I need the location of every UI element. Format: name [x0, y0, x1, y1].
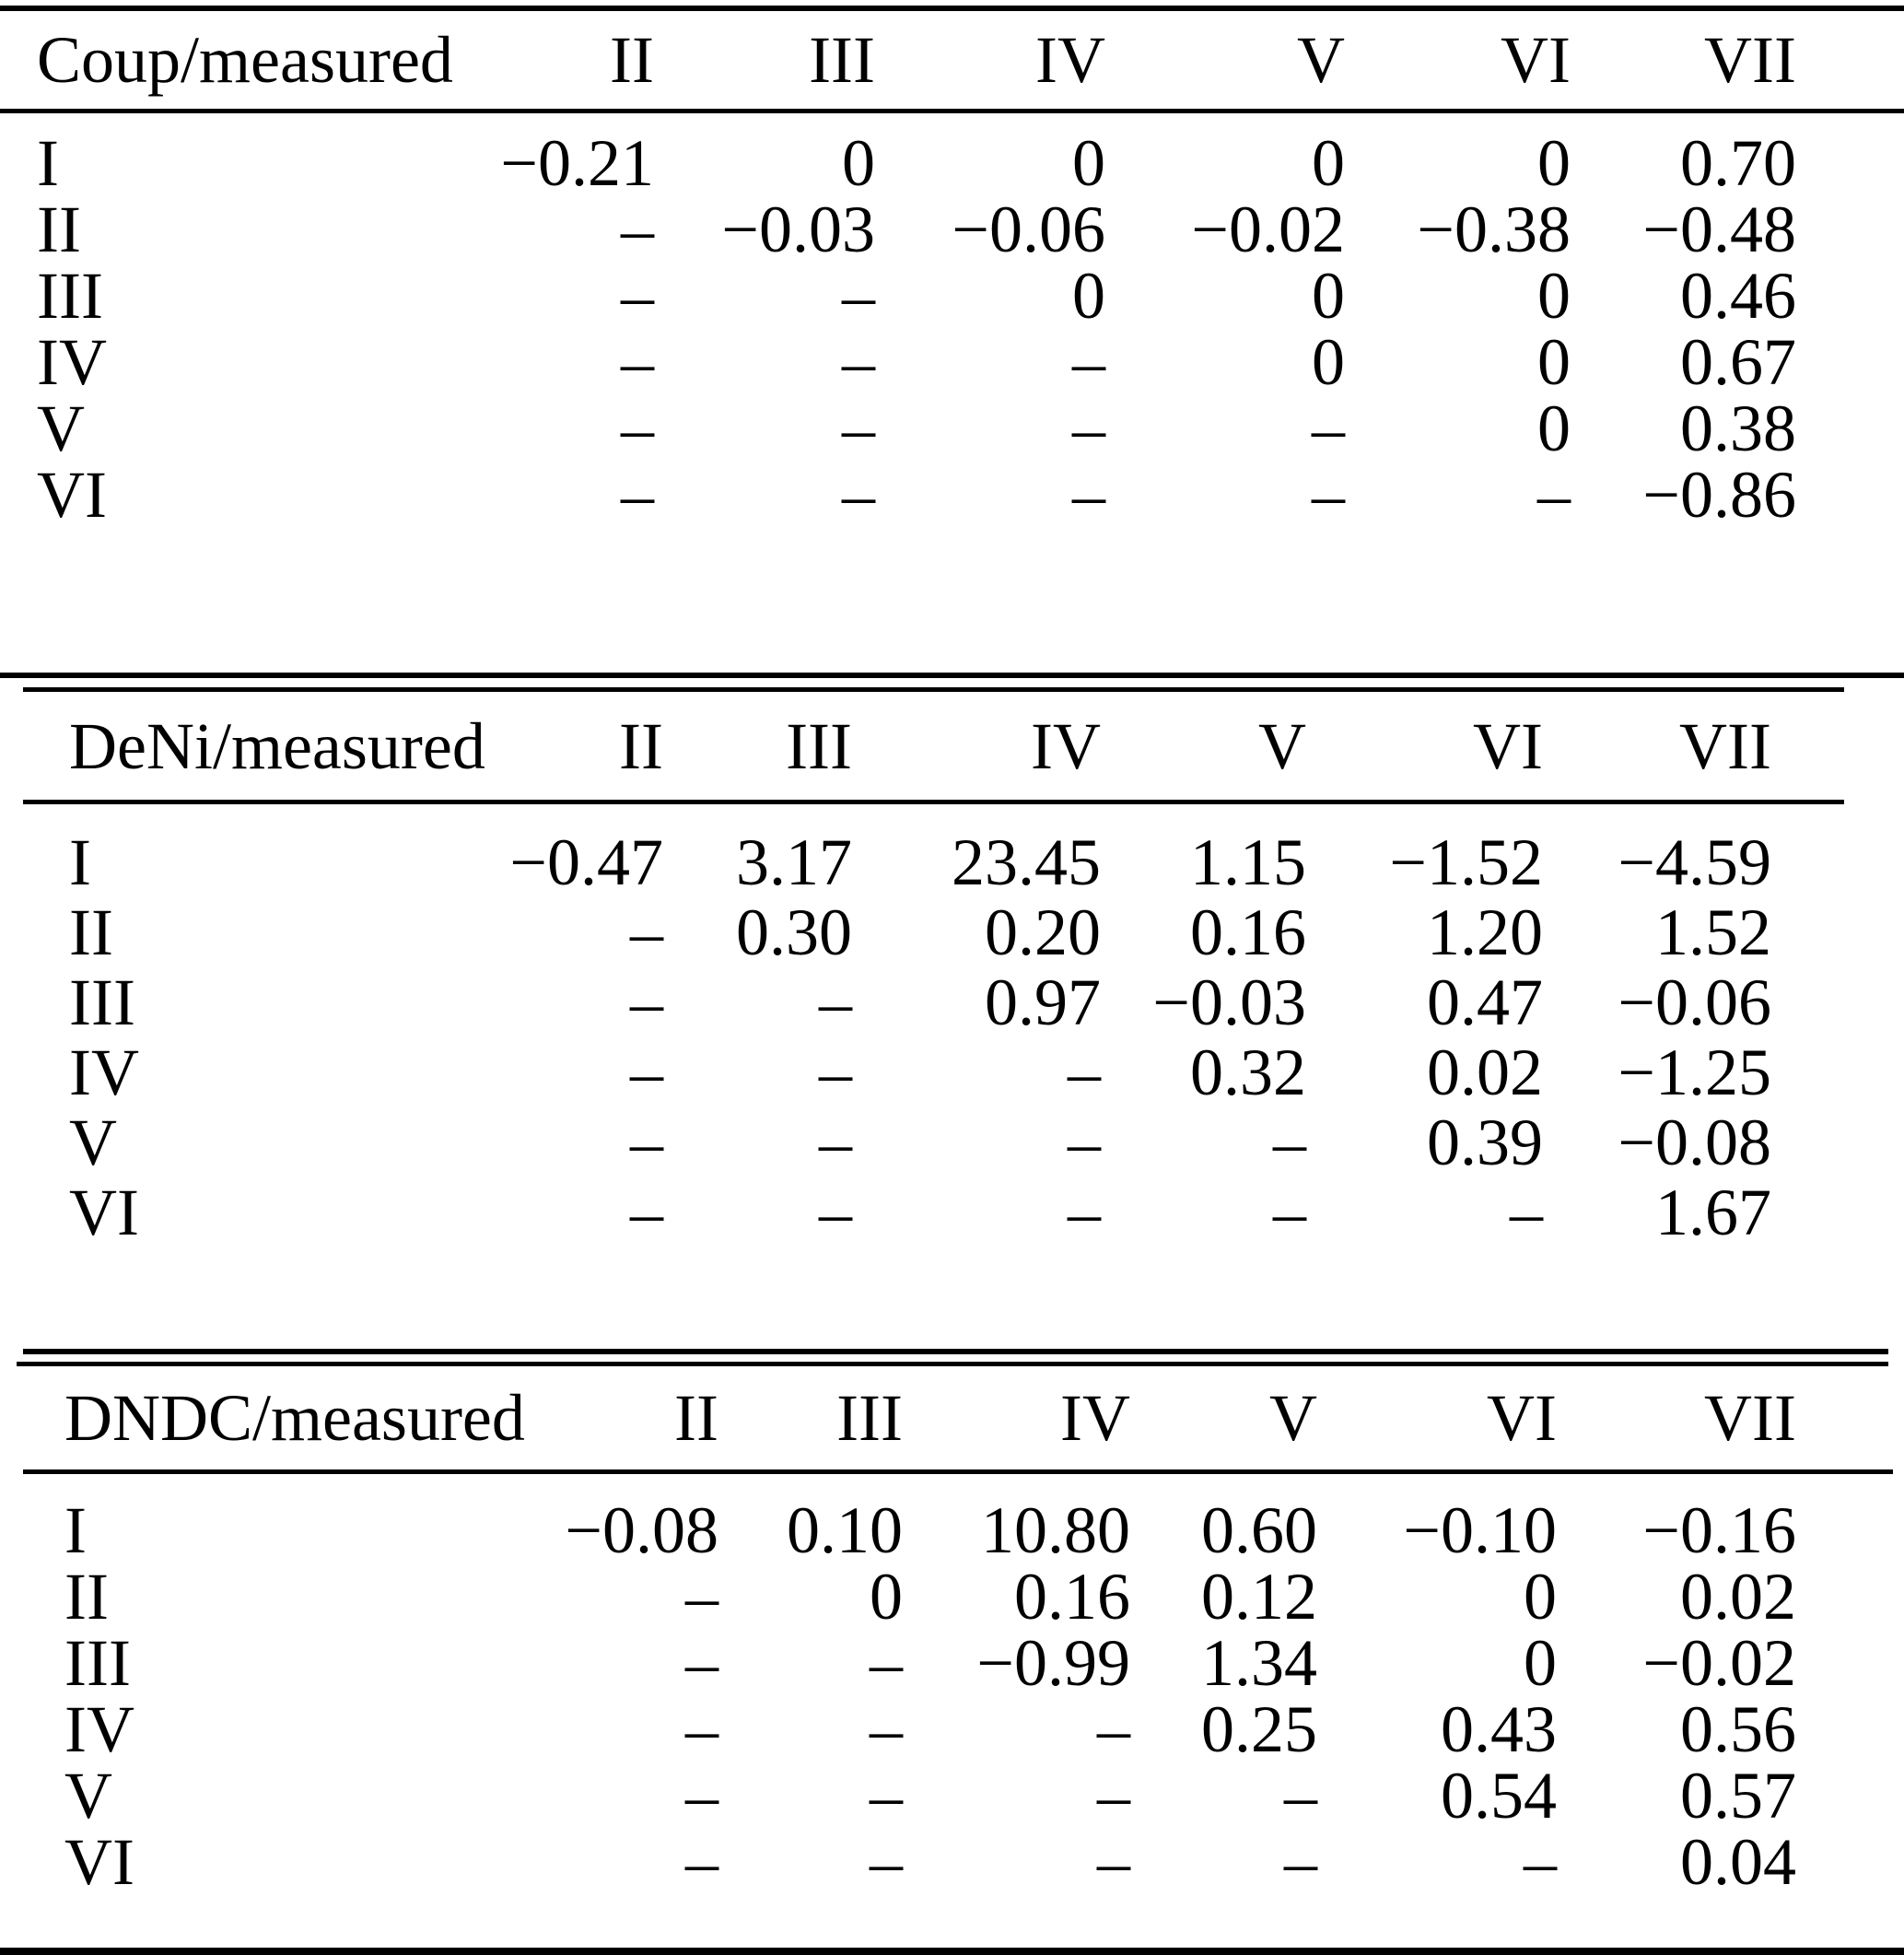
table-row	[0, 196, 1796, 263]
column-header: IV	[1060, 1381, 1130, 1455]
row-label: III	[37, 259, 103, 333]
cell-value: 0.25	[1201, 1692, 1317, 1766]
cell-value: 0	[1312, 325, 1345, 399]
row-label: V	[69, 1106, 117, 1179]
row-label: III	[69, 966, 135, 1039]
deni-table-section	[0, 692, 1904, 1247]
cell-value: –	[1072, 458, 1105, 532]
column-header: IV	[1035, 23, 1105, 97]
cell-value: −0.16	[1642, 1493, 1796, 1567]
header-underline-rule	[0, 109, 1904, 113]
cell-value: 0.16	[1014, 1560, 1130, 1633]
cell-value: 0.47	[1427, 966, 1543, 1039]
cell-value: –	[630, 896, 663, 969]
table-row	[0, 395, 1796, 462]
cell-value: −0.08	[565, 1493, 718, 1567]
cell-value: −0.99	[976, 1626, 1130, 1700]
cell-value: –	[842, 458, 875, 532]
cell-value: 1.34	[1201, 1626, 1317, 1700]
table-row	[23, 1107, 1771, 1177]
column-header: V	[1258, 708, 1306, 783]
cell-value: −4.59	[1618, 825, 1771, 899]
cell-value: –	[1097, 1825, 1130, 1899]
coup-table-header	[0, 11, 1796, 109]
cell-value: –	[1072, 325, 1105, 399]
cell-value: –	[630, 966, 663, 1039]
cell-value: −0.02	[1642, 1626, 1796, 1700]
cell-value: –	[1312, 392, 1345, 465]
cell-value: –	[1537, 458, 1571, 532]
cell-value: 0.30	[736, 896, 852, 969]
cell-value: 0	[842, 126, 875, 200]
header-row	[0, 11, 1796, 109]
cell-value: 0.70	[1680, 126, 1796, 200]
column-header: V	[1269, 1381, 1317, 1455]
cell-value: –	[819, 1036, 852, 1109]
table-row	[23, 1829, 1796, 1895]
cell-value: −0.08	[1618, 1106, 1771, 1179]
cell-value: 0	[1524, 1626, 1557, 1700]
header-underline-rule	[23, 1469, 1893, 1474]
cell-value: –	[630, 1176, 663, 1249]
cell-value: –	[842, 325, 875, 399]
cell-value: 1.15	[1190, 825, 1306, 899]
cell-value: –	[621, 458, 654, 532]
table-row	[0, 329, 1796, 395]
cell-value: –	[819, 1176, 852, 1249]
table-row	[23, 1037, 1771, 1107]
cell-value: 0.46	[1680, 259, 1796, 333]
cell-value: −0.21	[500, 126, 654, 200]
row-label: IV	[37, 325, 107, 399]
cell-value: –	[621, 193, 654, 266]
cell-value: −0.06	[1618, 966, 1771, 1039]
header-row	[23, 692, 1771, 800]
cell-value: 0.43	[1441, 1692, 1557, 1766]
cell-value: −1.25	[1618, 1036, 1771, 1109]
dndc-table-header	[23, 1366, 1796, 1469]
cell-value: 10.80	[981, 1493, 1130, 1567]
cell-value: 0	[1072, 259, 1105, 333]
cell-value: –	[1284, 1825, 1317, 1899]
cell-value: −0.02	[1191, 193, 1345, 266]
table-row	[23, 1177, 1771, 1247]
cell-value: −0.48	[1642, 193, 1796, 266]
cell-value: –	[1097, 1692, 1130, 1766]
cell-value: 0	[1537, 392, 1571, 465]
cell-value: –	[685, 1692, 718, 1766]
cell-value: 0.39	[1427, 1106, 1543, 1179]
column-header: VI	[1487, 1381, 1557, 1455]
cell-value: 0.56	[1680, 1692, 1796, 1766]
cell-value: 0.10	[787, 1493, 903, 1567]
cell-value: –	[621, 259, 654, 333]
table-row	[23, 827, 1771, 897]
cell-value: –	[1510, 1176, 1543, 1249]
coup-table-section	[0, 11, 1904, 532]
table-bottom-rule	[0, 673, 1904, 678]
cell-value: –	[630, 1036, 663, 1109]
table-row	[23, 967, 1771, 1037]
cell-value: –	[819, 966, 852, 1039]
column-header: II	[619, 708, 663, 783]
cell-value: 0	[870, 1560, 903, 1633]
cell-value: 0.12	[1201, 1560, 1317, 1633]
cell-value: −0.03	[721, 193, 875, 266]
cell-value: 0.02	[1427, 1036, 1543, 1109]
cell-value: –	[621, 392, 654, 465]
column-header: III	[809, 23, 875, 97]
cell-value: –	[1284, 1759, 1317, 1832]
column-header: VI	[1473, 708, 1543, 783]
cell-value: 0.32	[1190, 1036, 1306, 1109]
cell-value: −0.10	[1403, 1493, 1557, 1567]
column-header: III	[786, 708, 852, 783]
table-row	[23, 1630, 1796, 1696]
cell-value: 0.16	[1190, 896, 1306, 969]
row-label: IV	[64, 1692, 134, 1766]
table-row	[0, 130, 1796, 196]
cell-value: 0.67	[1680, 325, 1796, 399]
cell-value: −0.06	[952, 193, 1105, 266]
cell-value: –	[1097, 1759, 1130, 1832]
cell-value: –	[1068, 1106, 1101, 1179]
cell-value: –	[1068, 1036, 1101, 1109]
table-row	[23, 1563, 1796, 1630]
coup-table-body	[0, 126, 1796, 532]
cell-value: 1.20	[1427, 896, 1543, 969]
cell-value: –	[1524, 1825, 1557, 1899]
row-label: II	[64, 1560, 109, 1633]
cell-value: 0	[1312, 126, 1345, 200]
row-label: V	[64, 1759, 112, 1832]
deni-table-header	[23, 692, 1771, 800]
table-row	[23, 1696, 1796, 1762]
row-label: I	[37, 126, 59, 200]
row-label: VI	[37, 458, 107, 532]
cell-value: 0	[1537, 325, 1571, 399]
table-row	[23, 1762, 1796, 1829]
row-label: I	[64, 1493, 87, 1567]
cell-value: 0.04	[1680, 1825, 1796, 1899]
table-row	[0, 263, 1796, 329]
dndc-table-body	[23, 1493, 1796, 1899]
cell-value: –	[685, 1759, 718, 1832]
column-header: II	[610, 23, 654, 97]
table-title: Coup/measured	[37, 23, 453, 97]
cell-value: 3.17	[736, 825, 852, 899]
header-row	[23, 1366, 1796, 1469]
table-row	[23, 1497, 1796, 1563]
cell-value: −0.38	[1417, 193, 1571, 266]
cell-value: −0.86	[1642, 458, 1796, 532]
cell-value: 0.20	[985, 896, 1101, 969]
cell-value: 0.97	[985, 966, 1101, 1039]
cell-value: –	[870, 1825, 903, 1899]
cell-value: 0.54	[1441, 1759, 1557, 1832]
cell-value: –	[1072, 392, 1105, 465]
cell-value: –	[1312, 458, 1345, 532]
header-underline-rule	[23, 800, 1844, 804]
cell-value: 0.57	[1680, 1759, 1796, 1832]
cell-value: –	[870, 1759, 903, 1832]
column-header: VII	[1704, 1381, 1796, 1455]
cell-value: 0	[1537, 259, 1571, 333]
cell-value: 0	[1524, 1560, 1557, 1633]
cell-value: −0.47	[509, 825, 663, 899]
cell-value: 1.52	[1655, 896, 1771, 969]
cell-value: –	[621, 325, 654, 399]
cell-value: 0	[1312, 259, 1345, 333]
cell-value: 0.38	[1680, 392, 1796, 465]
column-header: VII	[1679, 708, 1771, 783]
cell-value: –	[842, 392, 875, 465]
dndc-table-section	[0, 1366, 1904, 1899]
cell-value: –	[870, 1626, 903, 1700]
cell-value: –	[685, 1825, 718, 1899]
cell-value: −1.52	[1389, 825, 1543, 899]
cell-value: –	[870, 1692, 903, 1766]
table-row	[0, 462, 1796, 528]
cell-value: –	[630, 1106, 663, 1179]
deni-table-body	[23, 827, 1771, 1247]
row-label: V	[37, 392, 85, 465]
cell-value: –	[1273, 1106, 1306, 1179]
row-label: II	[69, 896, 113, 969]
cell-value: 0	[1072, 126, 1105, 200]
table-bottom-rule	[23, 1349, 1888, 1354]
column-header: IV	[1031, 708, 1101, 783]
column-header: VI	[1501, 23, 1571, 97]
cell-value: –	[1068, 1176, 1101, 1249]
table-row	[23, 897, 1771, 967]
row-label: VI	[69, 1176, 139, 1249]
cell-value: –	[842, 259, 875, 333]
column-header: V	[1297, 23, 1345, 97]
page-bottom-rule	[0, 1948, 1904, 1955]
cell-value: 0.60	[1201, 1493, 1317, 1567]
row-label: II	[37, 193, 81, 266]
cell-value: 1.67	[1655, 1176, 1771, 1249]
cell-value: –	[685, 1560, 718, 1633]
cell-value: 0.02	[1680, 1560, 1796, 1633]
cell-value: –	[819, 1106, 852, 1179]
cell-value: 23.45	[952, 825, 1101, 899]
row-label: I	[69, 825, 91, 899]
cell-value: −0.03	[1152, 966, 1306, 1039]
row-label: VI	[64, 1825, 134, 1899]
table-title: DNDC/measured	[64, 1381, 525, 1455]
column-header: III	[836, 1381, 903, 1455]
row-label: III	[64, 1626, 131, 1700]
row-label: IV	[69, 1036, 139, 1109]
column-header: VII	[1704, 23, 1796, 97]
cell-value: 0	[1537, 126, 1571, 200]
column-header: II	[674, 1381, 718, 1455]
cell-value: –	[685, 1626, 718, 1700]
cell-value: –	[1273, 1176, 1306, 1249]
table-title: DeNi/measured	[69, 708, 485, 783]
